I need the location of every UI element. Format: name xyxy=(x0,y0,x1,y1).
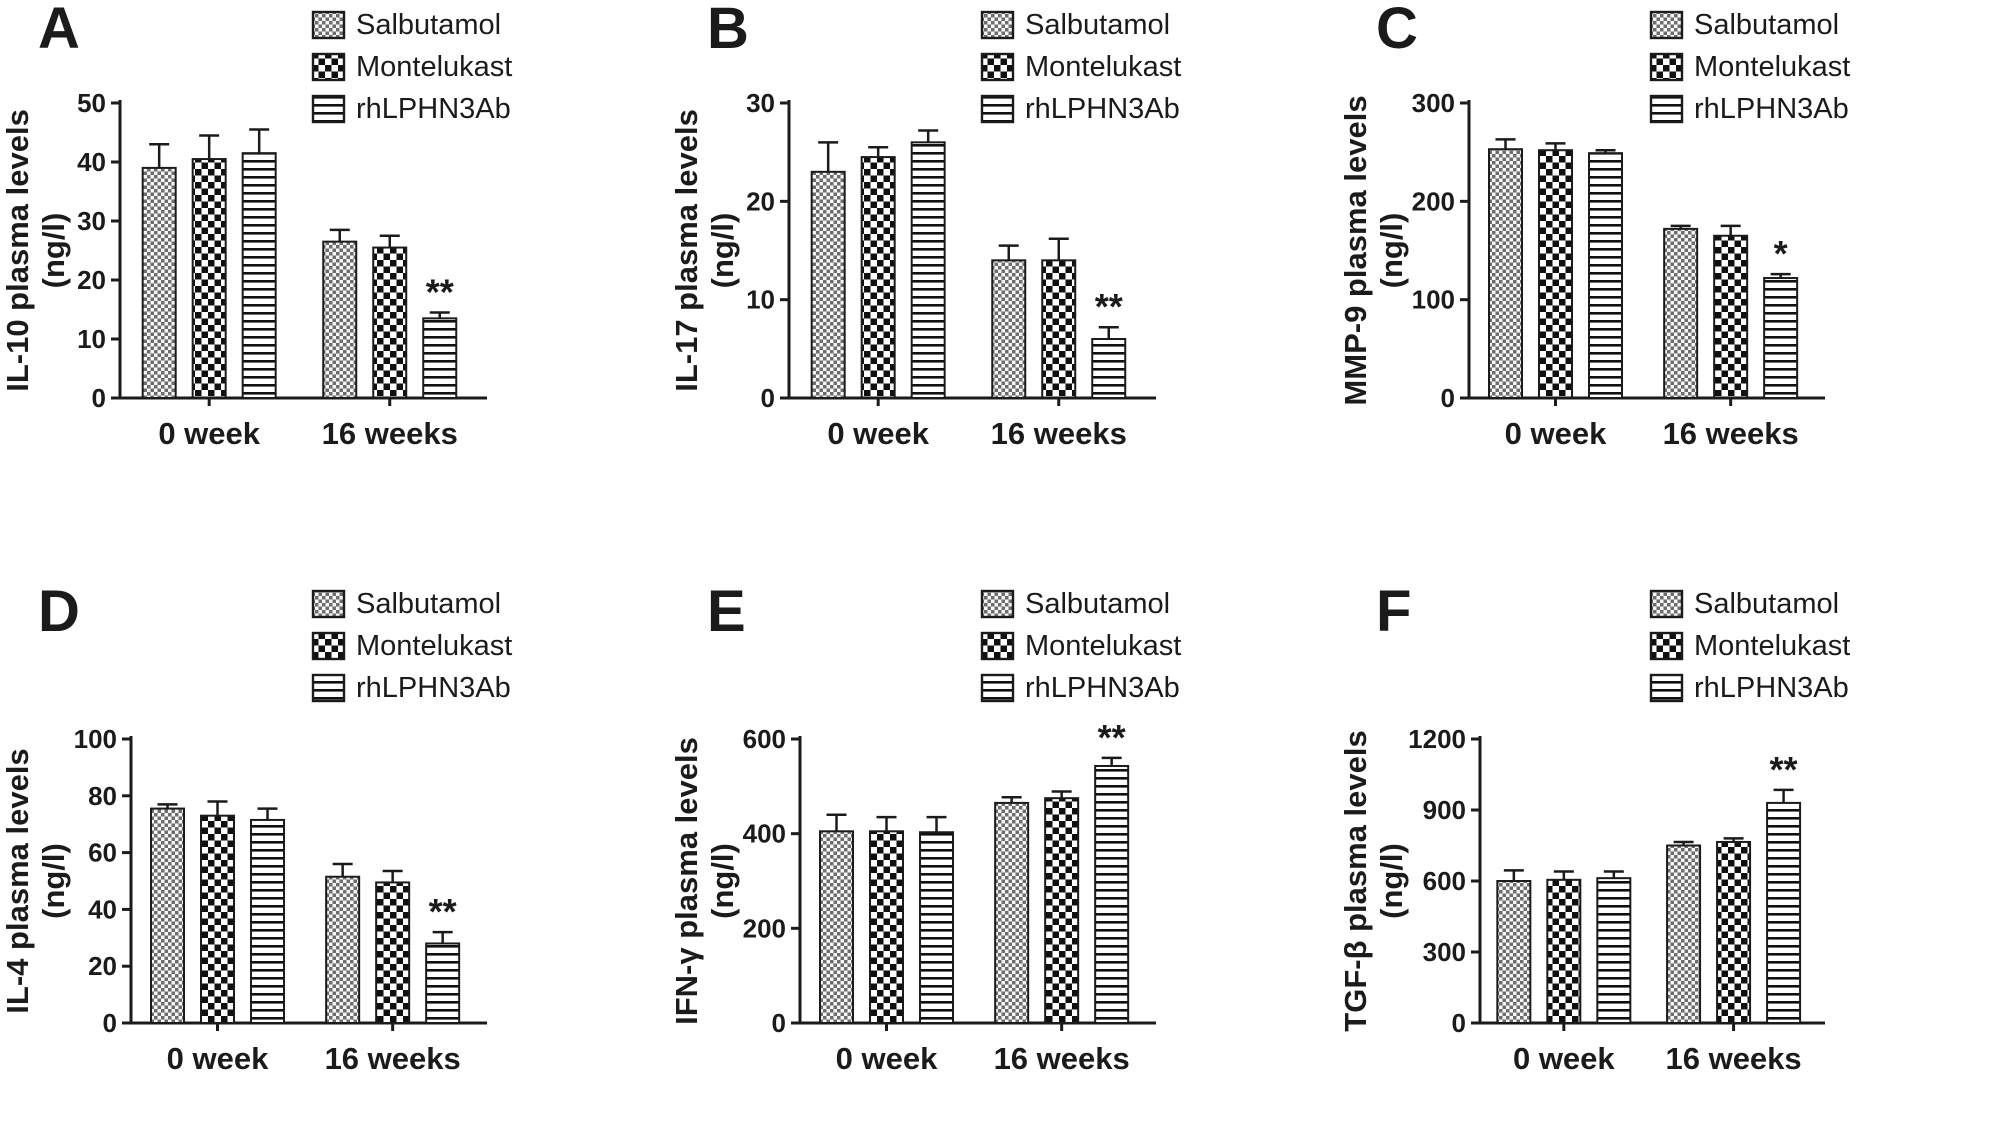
bar-rhlphn3ab-0-week xyxy=(920,832,953,1023)
bar-montelukast-16-weeks xyxy=(1714,236,1747,398)
y-tick-label: 0 xyxy=(760,383,775,413)
panel-B xyxy=(669,0,1338,561)
y-axis-title: IL-10 plasma levels xyxy=(0,109,35,392)
legend-swatch-fine-checker-icon xyxy=(982,591,1013,617)
legend-swatch-fine-checker-icon xyxy=(313,12,344,38)
y-tick-label: 0 xyxy=(1440,383,1455,413)
bar-salbutamol-16-weeks xyxy=(992,260,1025,398)
legend-swatch-coarse-checker-icon xyxy=(1651,54,1682,80)
y-axis-unit: (ng/l) xyxy=(36,843,71,919)
legend-swatch-horizontal-stripes-icon xyxy=(1651,675,1682,701)
legend-swatch-horizontal-stripes-icon xyxy=(1651,96,1682,122)
legend-label: rhLPHN3Ab xyxy=(1025,672,1180,704)
panel-F xyxy=(1338,561,2008,1126)
bar-montelukast-0-week xyxy=(1539,150,1572,398)
bar-rhlphn3ab-0-week xyxy=(251,820,284,1023)
panel-A xyxy=(0,0,669,561)
y-tick-label: 300 xyxy=(1411,88,1455,118)
x-group-label: 0 week xyxy=(158,416,261,451)
legend-label: Salbutamol xyxy=(1694,588,1840,620)
bar-montelukast-0-week xyxy=(870,831,903,1023)
bar-montelukast-0-week xyxy=(201,816,234,1023)
legend-label: Montelukast xyxy=(356,51,513,83)
y-tick-label: 0 xyxy=(771,1008,786,1038)
legend-swatch-horizontal-stripes-icon xyxy=(982,96,1013,122)
bar-rhlphn3ab-0-week xyxy=(1589,153,1622,398)
legend-label: Montelukast xyxy=(356,630,513,662)
y-tick-label: 30 xyxy=(746,88,775,118)
chart-C xyxy=(1338,0,2008,561)
y-tick-label: 300 xyxy=(1422,937,1466,967)
x-group-label: 16 weeks xyxy=(321,416,458,451)
legend-label: rhLPHN3Ab xyxy=(356,672,511,704)
panel-letter: C xyxy=(1376,0,1418,61)
bar-salbutamol-0-week xyxy=(1497,881,1530,1023)
chart-A xyxy=(0,0,669,561)
y-tick-label: 0 xyxy=(102,1008,117,1038)
y-tick-label: 200 xyxy=(1411,186,1455,217)
x-group-label: 16 weeks xyxy=(1662,416,1799,451)
x-group-label: 0 week xyxy=(827,416,930,451)
significance-stars: ** xyxy=(1094,286,1123,328)
y-tick-label: 0 xyxy=(91,383,106,413)
bar-rhlphn3ab-16-weeks xyxy=(426,943,459,1023)
bar-rhlphn3ab-0-week xyxy=(912,142,945,398)
legend-swatch-horizontal-stripes-icon xyxy=(313,675,344,701)
y-tick-label: 100 xyxy=(1411,284,1455,315)
y-tick-label: 50 xyxy=(77,88,106,118)
significance-stars: ** xyxy=(428,891,457,933)
y-tick-label: 600 xyxy=(742,724,786,754)
legend-label: Montelukast xyxy=(1025,51,1182,83)
legend-swatch-coarse-checker-icon xyxy=(982,633,1013,659)
y-axis-unit: (ng/l) xyxy=(705,843,740,919)
y-tick-label: 400 xyxy=(742,818,786,849)
panel-letter: A xyxy=(38,0,80,61)
y-tick-label: 40 xyxy=(77,147,106,177)
legend-label: Salbutamol xyxy=(1025,9,1171,41)
y-tick-label: 60 xyxy=(88,837,117,868)
panel-C xyxy=(1338,0,2008,561)
legend-label: Montelukast xyxy=(1694,51,1851,83)
y-tick-label: 20 xyxy=(746,186,775,217)
x-group-label: 0 week xyxy=(1504,416,1607,451)
legend-swatch-coarse-checker-icon xyxy=(982,54,1013,80)
x-group-label: 0 week xyxy=(1512,1041,1615,1076)
legend-label: Salbutamol xyxy=(356,9,502,41)
legend-label: Salbutamol xyxy=(1025,588,1171,620)
legend-label: rhLPHN3Ab xyxy=(1025,93,1180,125)
bar-salbutamol-16-weeks xyxy=(1667,846,1700,1024)
y-tick-label: 200 xyxy=(742,913,786,944)
bar-montelukast-16-weeks xyxy=(373,248,406,398)
panel-letter: B xyxy=(707,0,749,61)
legend-label: Montelukast xyxy=(1025,630,1182,662)
bar-rhlphn3ab-16-weeks xyxy=(1095,766,1128,1023)
x-group-label: 0 week xyxy=(166,1041,269,1076)
bar-rhlphn3ab-16-weeks xyxy=(1092,339,1125,398)
bar-montelukast-0-week xyxy=(1547,880,1580,1023)
y-tick-label: 600 xyxy=(1422,866,1466,896)
bar-salbutamol-16-weeks xyxy=(1664,229,1697,398)
legend-label: Montelukast xyxy=(1694,630,1851,662)
legend-label: Salbutamol xyxy=(1694,9,1840,41)
bar-rhlphn3ab-0-week xyxy=(243,153,276,398)
significance-stars: ** xyxy=(1097,716,1126,758)
x-group-label: 16 weeks xyxy=(990,416,1127,451)
legend-swatch-coarse-checker-icon xyxy=(1651,633,1682,659)
legend-swatch-horizontal-stripes-icon xyxy=(982,675,1013,701)
significance-stars: ** xyxy=(425,271,454,313)
bar-salbutamol-0-week xyxy=(151,809,184,1023)
legend-swatch-fine-checker-icon xyxy=(313,591,344,617)
y-axis-unit: (ng/l) xyxy=(705,212,740,289)
bar-salbutamol-0-week xyxy=(1489,149,1522,398)
legend-label: rhLPHN3Ab xyxy=(1694,672,1849,704)
bar-montelukast-16-weeks xyxy=(1717,842,1750,1023)
y-axis-title: MMP-9 plasma levels xyxy=(1338,95,1373,406)
bar-montelukast-16-weeks xyxy=(1042,260,1075,398)
significance-stars: * xyxy=(1773,233,1788,275)
panel-letter: E xyxy=(707,579,746,644)
y-axis-title: IL-4 plasma levels xyxy=(0,748,35,1014)
y-tick-label: 40 xyxy=(88,894,117,925)
y-axis-unit: (ng/l) xyxy=(36,212,71,289)
significance-stars: ** xyxy=(1769,748,1798,790)
bar-rhlphn3ab-0-week xyxy=(1597,878,1630,1023)
x-group-label: 16 weeks xyxy=(1665,1041,1802,1076)
y-axis-title: IL-17 plasma levels xyxy=(669,109,704,392)
legend-label: Salbutamol xyxy=(356,588,502,620)
legend-swatch-coarse-checker-icon xyxy=(313,54,344,80)
bar-rhlphn3ab-16-weeks xyxy=(1764,278,1797,398)
y-tick-label: 1200 xyxy=(1408,724,1466,754)
panel-letter: D xyxy=(38,579,80,644)
legend-swatch-fine-checker-icon xyxy=(1651,12,1682,38)
chart-B xyxy=(669,0,1338,561)
y-tick-label: 900 xyxy=(1422,795,1466,825)
bar-rhlphn3ab-16-weeks xyxy=(1767,803,1800,1023)
y-tick-label: 10 xyxy=(746,284,775,315)
x-group-label: 16 weeks xyxy=(324,1041,461,1076)
y-tick-label: 0 xyxy=(1451,1008,1466,1038)
legend-label: rhLPHN3Ab xyxy=(1694,93,1849,125)
bar-salbutamol-0-week xyxy=(812,172,845,398)
bar-salbutamol-16-weeks xyxy=(323,242,356,398)
bar-montelukast-16-weeks xyxy=(1045,798,1078,1023)
bar-montelukast-0-week xyxy=(862,157,895,398)
legend-swatch-fine-checker-icon xyxy=(1651,591,1682,617)
chart-F xyxy=(1338,561,2008,1126)
legend-label: rhLPHN3Ab xyxy=(356,93,511,125)
legend-swatch-coarse-checker-icon xyxy=(313,633,344,659)
bar-salbutamol-16-weeks xyxy=(995,803,1028,1023)
y-axis-title: IFN-γ plasma levels xyxy=(669,737,704,1025)
bar-salbutamol-16-weeks xyxy=(326,877,359,1023)
chart-E xyxy=(669,561,1338,1126)
legend-swatch-horizontal-stripes-icon xyxy=(313,96,344,122)
x-group-label: 16 weeks xyxy=(993,1041,1130,1076)
y-axis-title: TGF-β plasma levels xyxy=(1338,730,1373,1032)
bar-salbutamol-0-week xyxy=(143,168,176,398)
legend-swatch-fine-checker-icon xyxy=(982,12,1013,38)
x-group-label: 0 week xyxy=(835,1041,938,1076)
chart-D xyxy=(0,561,669,1126)
y-axis-unit: (ng/l) xyxy=(1374,212,1409,289)
panel-D xyxy=(0,561,669,1126)
y-tick-label: 30 xyxy=(77,206,106,236)
bar-salbutamol-0-week xyxy=(820,831,853,1023)
panel-letter: F xyxy=(1376,579,1412,644)
bar-rhlphn3ab-16-weeks xyxy=(423,318,456,398)
y-tick-label: 20 xyxy=(77,265,106,295)
bar-montelukast-0-week xyxy=(193,159,226,398)
y-tick-label: 10 xyxy=(77,324,106,354)
y-tick-label: 20 xyxy=(88,951,117,982)
y-tick-label: 100 xyxy=(73,724,117,754)
bar-montelukast-16-weeks xyxy=(376,882,409,1023)
y-tick-label: 80 xyxy=(88,780,117,811)
panel-E xyxy=(669,561,1338,1126)
y-axis-unit: (ng/l) xyxy=(1374,843,1409,919)
